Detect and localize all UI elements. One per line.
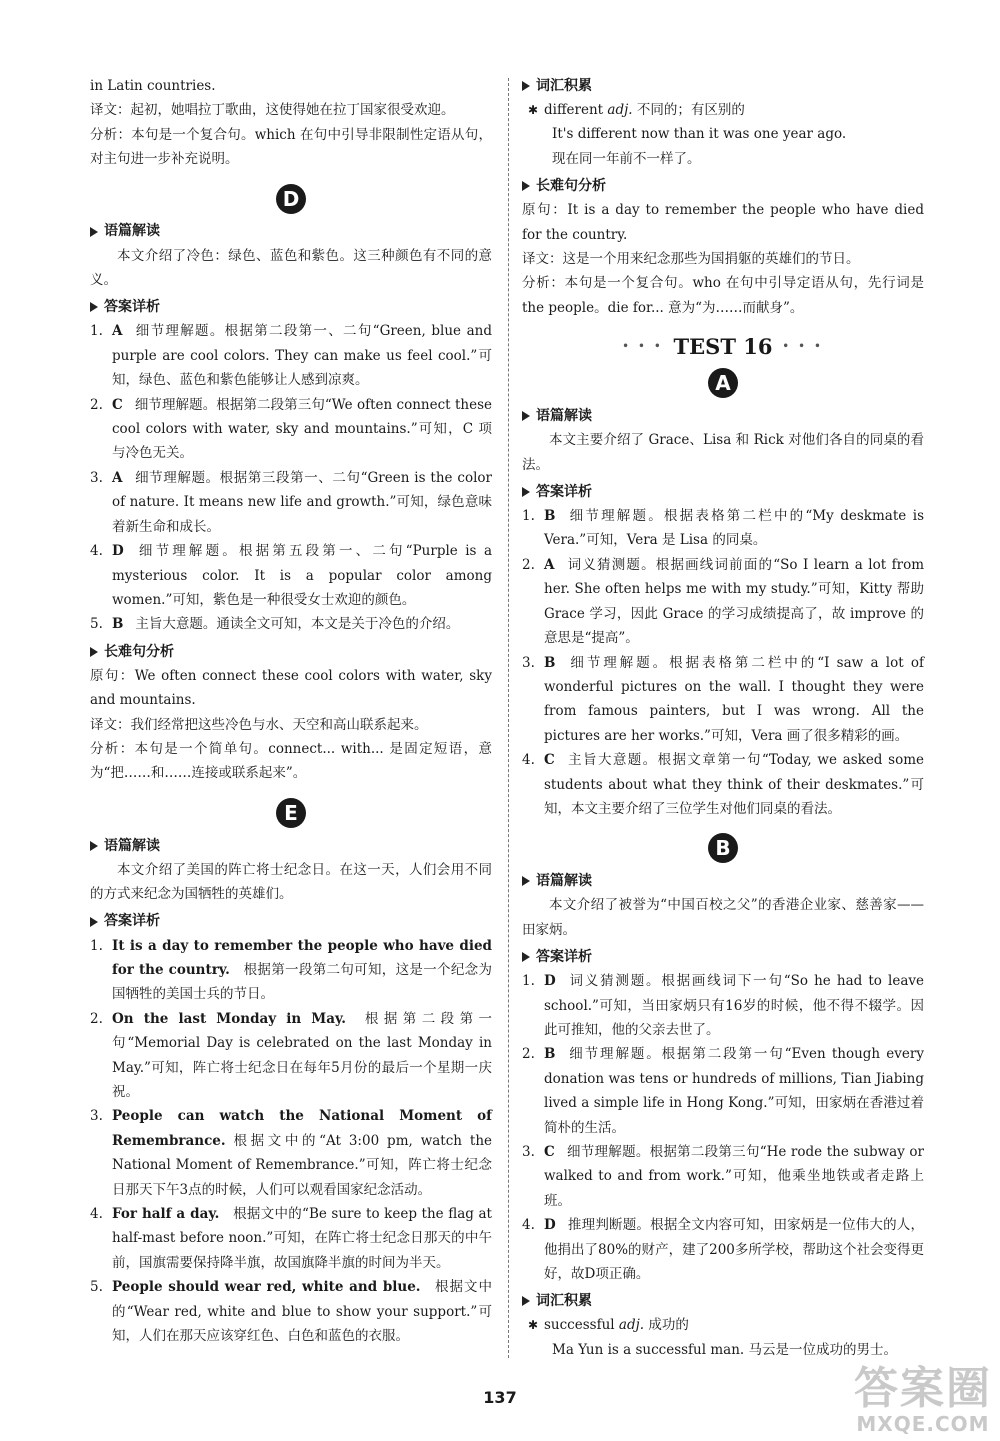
answer-item: 4. D 细节理解题。根据第五段第一、二句“Purple is a mysterious color. It is a popular color among women.”可知，紫色是一种很受女士欢迎的颜色。 — [90, 543, 492, 608]
triangle-icon — [522, 411, 530, 421]
answer-item: 5. People should wear red, white and blue. 根据文中的“Wear red, white and blue to show your support.”可知，人们在那天应该穿红色、白色和蓝色的衣服。 — [90, 1279, 492, 1345]
text-line: in Latin countries. — [90, 78, 216, 94]
triangle-icon — [522, 181, 530, 191]
section-letter-e: E — [90, 798, 492, 828]
section-heading: 答案详析 — [522, 945, 924, 969]
section-heading: 答案详析 — [90, 295, 492, 319]
section-letter-a: A — [522, 368, 924, 398]
answer-item: 3. People can watch the National Moment of Remembrance. 根据文中的“At 3:00 pm, watch the National Moment of Remembrance.”可知，阵亡将士纪念日那天下午3点的时候，人们可以观看国家纪念活动。 — [90, 1108, 493, 1198]
answer-item: 2. A 词义猜测题。根据画线词前面的“So I learn a lot from her. She often helps me with my study.”可知，Kitty 帮助 Grace 学习，因此 Grace 的学习成绩提高了，故 improve 的意思是“提高”。 — [522, 556, 924, 647]
answer-item: 2. On the last Monday in May. 根据第二段第一句“Memorial Day is celebrated on the last Monday in May.”可知，阵亡将士纪念日在每年5月份的最后一个星期一庆祝。 — [90, 1010, 492, 1100]
reading-summary: 本文主要介绍了 Grace、Lisa 和 Rick 对他们各自的同桌的看法。 — [522, 432, 924, 473]
vocab-entry: ✱ different adj. 不同的；有区别的 — [522, 98, 924, 122]
answer-item: 1. A 细节理解题。根据第二段第一、二句“Green, blue and purple are cool colors. They can make us feel cool.”可知，绿色、蓝色和紫色能够让人感到凉爽。 — [90, 323, 492, 389]
vocab-translation: 现在同一年前不一样了。 — [552, 150, 701, 167]
reading-summary: 本文介绍了冷色：绿色、蓝色和紫色。这三种颜色有不同的意义。 — [90, 247, 492, 289]
triangle-icon — [522, 81, 530, 91]
triangle-icon — [522, 876, 530, 886]
answer-item: 3. C 细节理解题。根据第二段第三句“He rode the subway or walked to and from work.”可知，他乘坐地铁或者走路上班。 — [522, 1144, 924, 1209]
answer-item: 5. B 主旨大意题。通读全文可知，本文是关于冷色的介绍。 — [90, 616, 460, 633]
left-column — [90, 74, 492, 1348]
triangle-icon — [90, 302, 98, 312]
reading-summary: 本文介绍了美国的阵亡将士纪念日。在这一天，人们会用不同的方式来纪念为国牺牲的英雄们。 — [90, 861, 492, 903]
section-heading: 长难句分析 — [90, 640, 492, 664]
answer-item: 1. B 细节理解题。根据表格第二栏中的“My deskmate is Vera.”可知，Vera 是 Lisa 的同桌。 — [522, 508, 924, 549]
translation-line: 译文：这是一个用来纪念那些为国捐躯的英雄们的节日。 — [522, 251, 860, 268]
section-heading: 词汇积累 — [522, 1289, 924, 1313]
asterisk-icon: ✱ — [527, 1318, 539, 1333]
answer-item: 1. D 词义猜测题。根据画线词下一句“So he had to leave school.”可知，当田家炳只有16岁的时候，他不得不辍学。因此可推知，他的父亲去世了。 — [522, 973, 924, 1038]
triangle-icon — [522, 952, 530, 962]
translation-line: 译文：我们经常把这些冷色与水、天空和高山联系起来。 — [90, 716, 428, 733]
section-heading: 长难句分析 — [522, 174, 924, 198]
answer-item: 4. For half a day. 根据文中的“Be sure to keep the flag at half-mast before noon.”可知，在阵亡将士纪念日那天的中午前，国旗需要保持降半旗，故国旗降半旗的时间为半天。 — [90, 1206, 492, 1271]
triangle-icon — [522, 487, 530, 497]
answer-item: 4. C 主旨大意题。根据文章第一句“Today, we asked some students about what they think of their deskmates.”可知，本文主要介绍了三位学生对他们同桌的看法。 — [522, 752, 924, 817]
triangle-icon — [522, 1296, 530, 1306]
asterisk-icon: ✱ — [527, 103, 539, 117]
vocab-entry: ✱ successful adj. 成功的 — [522, 1313, 924, 1337]
vocab-example: Ma Yun is a successful man. 马云是一位成功的男士。 — [552, 1341, 897, 1358]
vocab-example: It's different now than it was one year ago. — [552, 126, 847, 143]
section-letter-d: D — [90, 184, 492, 214]
section-heading: 语篇解读 — [90, 220, 492, 244]
section-heading: 语篇解读 — [522, 404, 924, 428]
triangle-icon — [90, 227, 98, 237]
reading-summary: 本文介绍了被誉为“中国百校之父”的香港企业家、慈善家——田家炳。 — [522, 897, 924, 938]
answer-item: 2. B 细节理解题。根据第二段第一句“Even though every donation was tens or hundreds of millions, Tian Jiabing lived a simple life in Hong Kong.”可知，田家炳在香港过着简朴的生活。 — [522, 1046, 924, 1136]
answer-item: 1. It is a day to remember the people who have died for the country. 根据第一段第二句可知，这是一个纪念为国牺牲的美国士兵的节日。 — [90, 937, 492, 1003]
answer-item: 3. A 细节理解题。根据第三段第一、二句“Green is the color of nature. It means new life and growth.”可知，绿色意味着新生命和成长。 — [90, 469, 492, 535]
dots-decoration: • • • — [622, 341, 664, 353]
section-letter-b: B — [522, 833, 924, 863]
watermark-logo: 答案圈 MXQE.COM — [854, 1363, 992, 1436]
triangle-icon — [90, 647, 98, 657]
section-heading: 词汇积累 — [522, 74, 924, 98]
analysis-line: 分析：本句是一个简单句。connect... with... 是固定短语，意为“把……和……连接或联系起来”。 — [90, 740, 492, 782]
page-number: 137 — [483, 1388, 517, 1407]
dots-decoration: • • • — [782, 341, 824, 353]
column-divider — [508, 78, 509, 1358]
analysis-line: 分析：本句是一个复合句。which 在句中引导非限制性定语从句，对主句进一步补充说明。 — [90, 126, 492, 168]
section-heading: 答案详析 — [90, 910, 492, 934]
answer-item: 2. C 细节理解题。根据第二段第三句“We often connect these cool colors with water, sky and mountains.”可知，C 项与冷色无关。 — [90, 396, 492, 462]
section-heading: 语篇解读 — [522, 869, 924, 893]
analysis-line: 分析：本句是一个复合句。who 在句中引导定语从句，先行词是 the people。die for... 意为“为……而献身”。 — [522, 275, 924, 316]
section-heading: 答案详析 — [522, 480, 924, 504]
test-title: • • • TEST 16 • • • — [622, 334, 824, 360]
triangle-icon — [90, 917, 98, 927]
original-sentence: 原句：It is a day to remember the people who have died for the country. — [522, 202, 924, 243]
section-heading: 语篇解读 — [90, 834, 492, 858]
right-column — [522, 74, 924, 1362]
answer-item: 4. D 推理判断题。根据全文内容可知，田家炳是一位伟大的人，他捐出了80%的财产，建了200多所学校，帮助这个社会变得更好，故D项正确。 — [522, 1217, 924, 1283]
original-sentence: 原句：We often connect these cool colors with water, sky and mountains. — [90, 667, 492, 709]
translation-line: 译文：起初，她唱拉丁歌曲，这使得她在拉丁国家很受欢迎。 — [90, 102, 455, 119]
answer-item: 3. B 细节理解题。根据表格第二栏中的“I saw a lot of wonderful pictures on the wall. I thought they were from famous painters, but I was wrong. All the pictures are her works.”可知，Vera 画了很多精彩的画。 — [522, 654, 924, 744]
triangle-icon — [90, 841, 98, 851]
